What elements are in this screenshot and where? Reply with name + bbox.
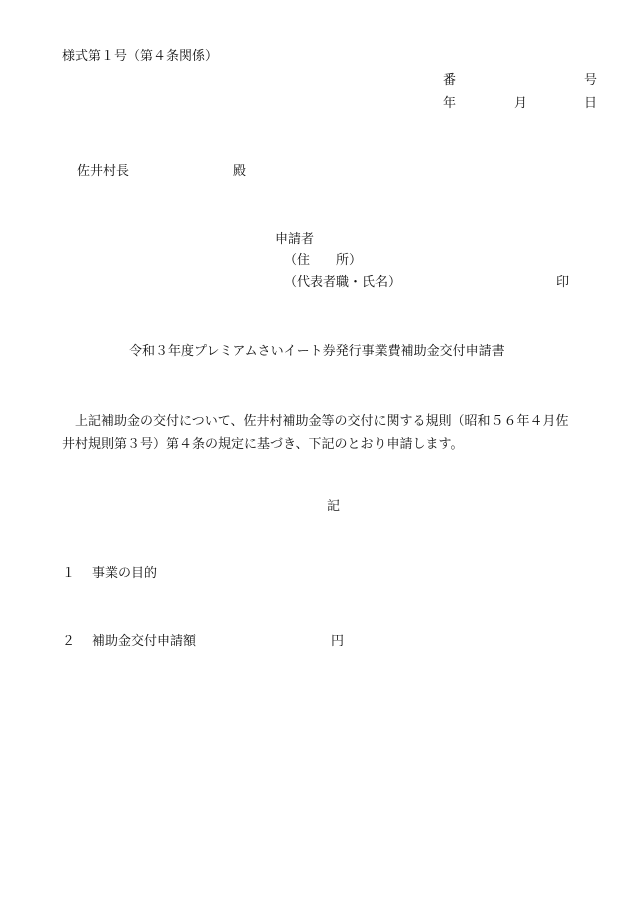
applicant-label: 申請者	[275, 232, 315, 247]
addressee-honorific: 殿	[233, 164, 247, 179]
addressee-name: 佐井村長	[77, 164, 130, 179]
seal-mark: 印	[556, 275, 570, 290]
date-day: 日	[584, 96, 598, 111]
number-ban: 番	[443, 73, 457, 88]
body-text	[62, 410, 610, 456]
applicant-representative: （代表者職・氏名）	[284, 275, 402, 290]
item-number: １	[62, 566, 76, 581]
date-month: 月	[514, 96, 528, 111]
applicant-address: （住 所）	[284, 253, 363, 268]
number-go: 号	[584, 73, 598, 88]
item-label: 補助金交付申請額	[92, 634, 197, 649]
ki-heading: 記	[327, 499, 341, 514]
amount-unit: 円	[331, 634, 345, 649]
body-line-2: 井村規則第３号）第４条の規定に基づき、下記のとおり申請します。	[62, 437, 464, 452]
document-title: 令和３年度プレミアムさいイート券発行事業費補助金交付申請書	[129, 344, 505, 359]
body-line-1: 上記補助金の交付について、佐井村補助金等の交付に関する規則（昭和５６年４月佐	[62, 414, 569, 429]
date-year: 年	[443, 96, 457, 111]
item-number: ２	[62, 634, 76, 649]
item-label: 事業の目的	[92, 566, 158, 581]
form-label: 様式第１号（第４条関係）	[62, 49, 219, 64]
